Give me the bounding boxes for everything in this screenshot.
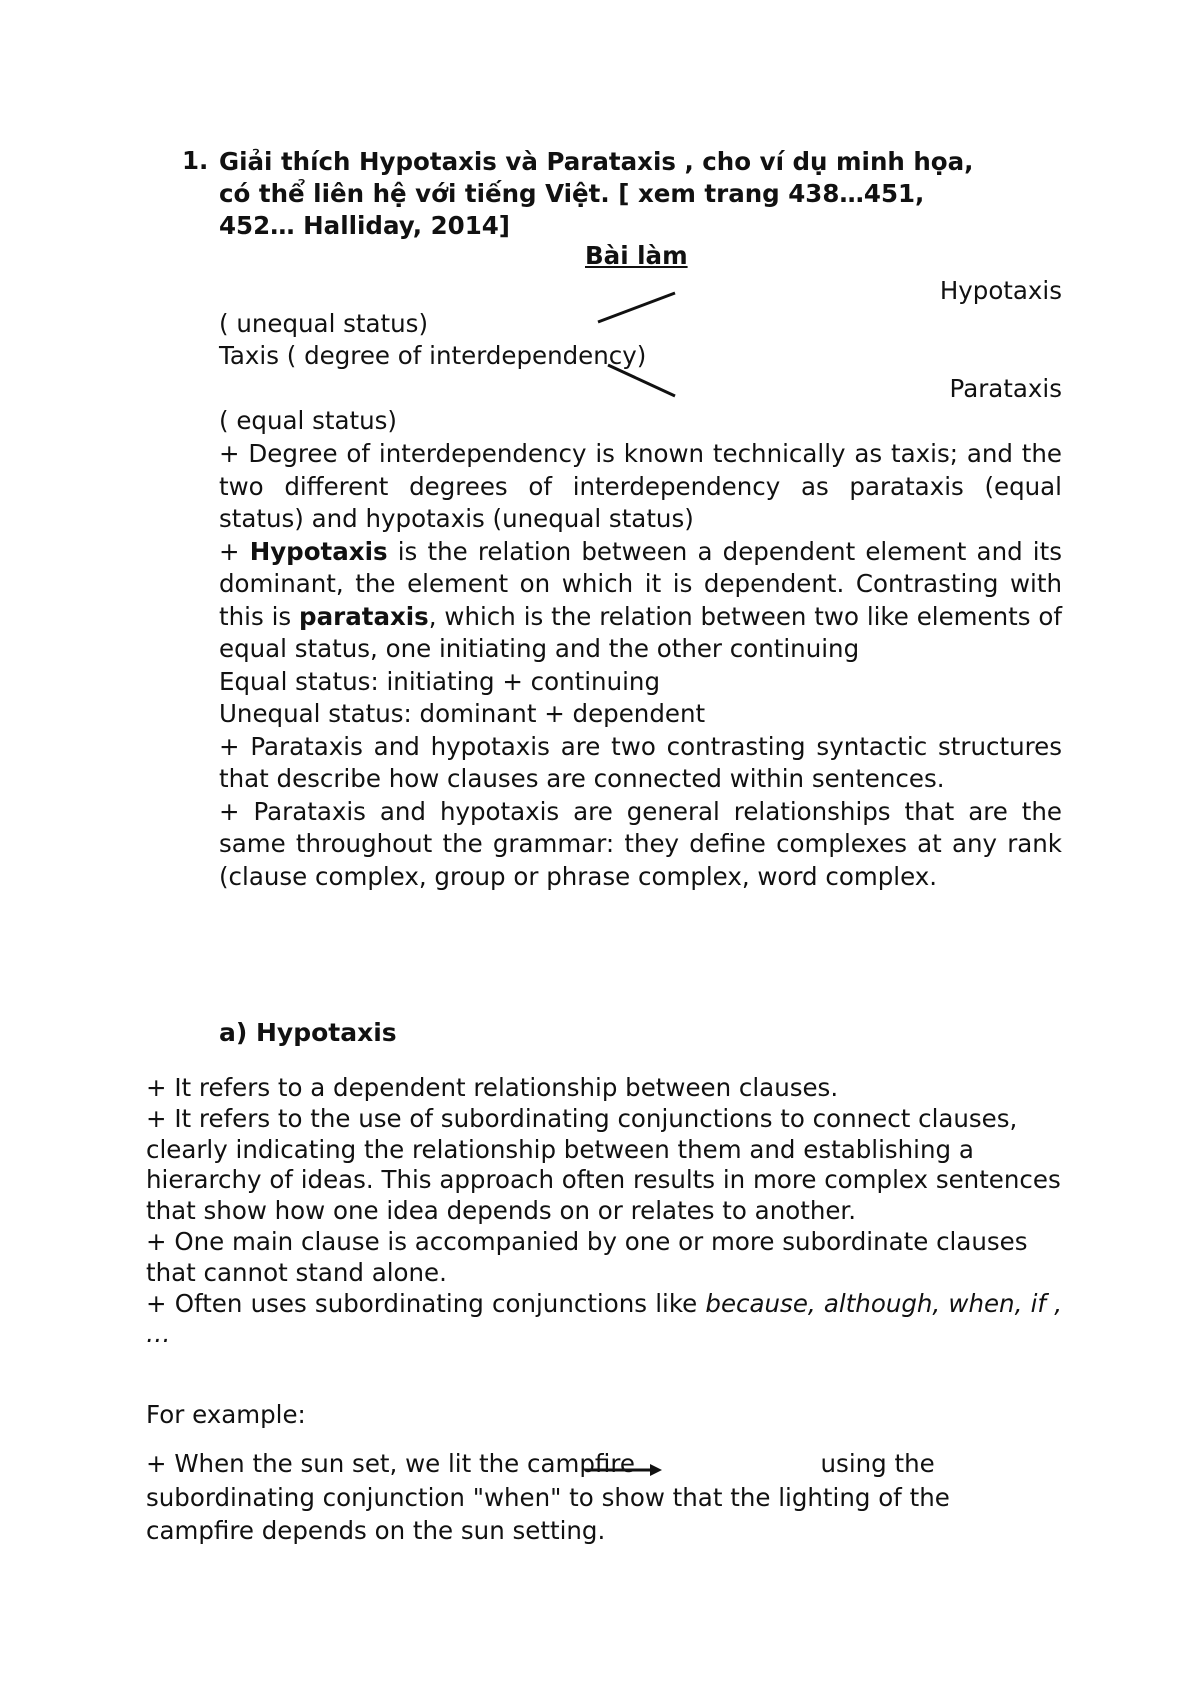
example-arrow bbox=[0, 1450, 1200, 1490]
question-line: Giải thích Hypotaxis và Parataxis , cho ví dụ minh họa, bbox=[219, 147, 974, 176]
question-number: 1. bbox=[182, 146, 209, 175]
bullet-item bbox=[146, 1289, 1062, 1351]
bullet-item: + It refers to the use of subordinating conjunctions to connect clauses, clearly indicating the relationship between them and establishing a hierarchy of ideas. This approach often results in more complex sentences that show how one idea depends on or relates to another. bbox=[146, 1103, 1069, 1226]
paragraph-contrast: + Parataxis and hypotaxis are two contrasting syntactic structures that describe how clauses are connected within sentences. bbox=[219, 731, 1062, 793]
bullet-item: + One main clause is accompanied by one or more subordinate clauses that cannot stand alone. bbox=[146, 1226, 1036, 1287]
example-explanation: using the subordinating conjunction "when" to show that the lighting of the campfire depends on the sun setting. bbox=[146, 1449, 950, 1545]
unequal-status-line: Unequal status: dominant + dependent bbox=[219, 699, 706, 728]
hypotaxis-bullets bbox=[146, 1073, 1069, 1350]
answer-title: Bài làm bbox=[585, 241, 688, 270]
hypotaxis-label: Hypotaxis bbox=[939, 276, 1062, 305]
parataxis-label: Parataxis bbox=[949, 373, 1062, 403]
question-line: 452… Halliday, 2014] bbox=[219, 211, 511, 240]
text-run: + bbox=[219, 536, 250, 566]
term-parataxis: parataxis bbox=[299, 601, 429, 631]
parataxis-note: ( equal status) bbox=[219, 406, 397, 435]
section-heading-hypotaxis: a) Hypotaxis bbox=[219, 1018, 397, 1047]
question-line: có thể liên hệ với tiếng Việt. [ xem trang 438…451, bbox=[219, 179, 925, 208]
term-hypotaxis: Hypotaxis bbox=[249, 536, 388, 566]
hypotaxis-note: ( unequal status) bbox=[219, 308, 429, 338]
text-run: is the relation between a dependent element and its dominant, the element on which it is dependent. Contrasting with this is bbox=[219, 536, 1062, 631]
conjunction-examples: because, although, when, if , … bbox=[146, 1288, 1062, 1349]
arrow-head bbox=[650, 1464, 662, 1476]
text-run: + Often uses subordinating conjunctions like bbox=[146, 1288, 706, 1318]
paragraph-taxis: + Degree of interdependency is known technically as taxis; and the two different degrees of interdependency as parataxis (equal status) and hypotaxis (unequal status) bbox=[219, 439, 1062, 533]
taxis-label: Taxis ( degree of interdependency) bbox=[219, 341, 647, 370]
equal-status-line: Equal status: initiating + continuing bbox=[219, 666, 660, 696]
explanation-paragraphs bbox=[219, 438, 1062, 893]
paragraph-hypotaxis-definition bbox=[219, 536, 1062, 666]
diagram-text bbox=[219, 275, 1062, 438]
example-label: For example: bbox=[146, 1400, 306, 1429]
example-sentence: + When the sun set, we lit the campfire bbox=[146, 1449, 635, 1478]
text-run: , which is the relation between two like elements of equal status, one initiating and the other continuing bbox=[219, 601, 1062, 663]
paragraph-general: + Parataxis and hypotaxis are general relationships that are the same throughout the grammar: they define complexes at any rank (clause complex, group or phrase complex, word complex. bbox=[219, 796, 1062, 891]
bullet-item: + It refers to a dependent relationship between clauses. bbox=[146, 1073, 839, 1102]
